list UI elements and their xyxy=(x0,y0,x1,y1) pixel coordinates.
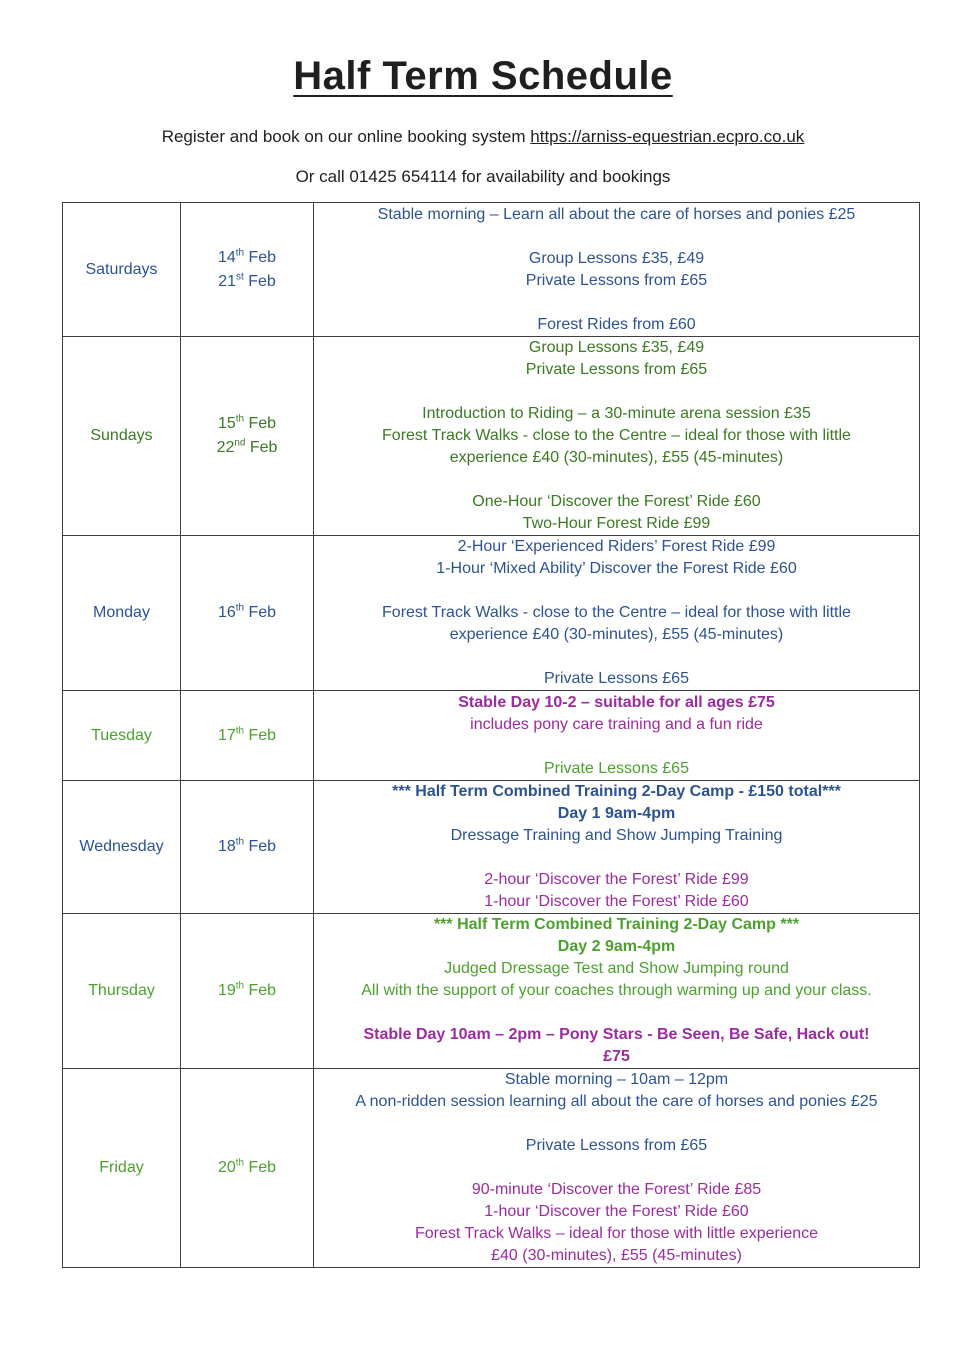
schedule-body xyxy=(63,203,920,1268)
schedule-row xyxy=(63,914,920,1069)
schedule-row xyxy=(63,1069,920,1268)
date-cell xyxy=(181,203,314,337)
ordinal-suffix: th xyxy=(235,836,245,848)
day-cell xyxy=(63,337,181,536)
day-cell xyxy=(63,914,181,1069)
day-cell xyxy=(63,1069,181,1268)
activity-line: 1-Hour ‘Mixed Ability’ Discover the Forest Ride £60 xyxy=(436,560,797,577)
ordinal-suffix: st xyxy=(236,271,244,283)
day-cell xyxy=(63,536,181,691)
ordinal-suffix: nd xyxy=(234,437,246,449)
activity-line: Private Lessons £65 xyxy=(544,759,689,777)
activity-line: Group Lessons £35, £49 xyxy=(528,339,705,356)
activities-cell xyxy=(314,1069,920,1268)
ordinal-suffix: th xyxy=(235,725,245,737)
activities-cell xyxy=(314,914,920,1069)
activity-line: includes pony care training and a fun ride xyxy=(470,715,763,733)
spacer-line xyxy=(318,1157,915,1179)
schedule-row xyxy=(63,203,920,337)
activity-line: *** Half Term Combined Training 2-Day Camp *** xyxy=(433,916,800,933)
activity-line: Forest Rides from £60 xyxy=(537,315,696,333)
schedule-row xyxy=(63,536,920,691)
spacer-line xyxy=(318,469,915,491)
activity-line: 1-hour ‘Discover the Forest’ Ride £60 xyxy=(484,893,749,910)
activity-line: Private Lessons £65 xyxy=(544,670,689,687)
date-label: 22nd Feb xyxy=(216,437,278,456)
day-cell xyxy=(63,691,181,781)
day-label: Wednesday xyxy=(79,838,164,855)
date-cell xyxy=(181,781,314,914)
activity-line: All with the support of your coaches through warming up and your class. xyxy=(361,982,872,999)
activity-line: Stable morning – Learn all about the care of horses and ponies £25 xyxy=(377,205,856,223)
spacer-line xyxy=(318,1002,915,1024)
activities-cell xyxy=(314,536,920,691)
ordinal-suffix: th xyxy=(235,980,245,992)
activity-line: experience £40 (30-minutes), £55 (45-minutes) xyxy=(449,626,784,643)
activity-line: Day 2 9am-4pm xyxy=(557,938,676,955)
ordinal-suffix: th xyxy=(235,413,245,425)
date-label: 16th Feb xyxy=(217,602,277,621)
activity-line: Stable Day 10-2 – suitable for all ages £75 xyxy=(458,693,775,711)
day-label: Tuesday xyxy=(91,726,152,744)
date-label: 18th Feb xyxy=(217,836,277,855)
date-cell xyxy=(181,1069,314,1268)
activity-line: 1-hour ‘Discover the Forest’ Ride £60 xyxy=(484,1203,749,1220)
date-label: 17th Feb xyxy=(217,725,277,744)
activity-line: £40 (30-minutes), £55 (45-minutes) xyxy=(491,1247,742,1264)
spacer-line xyxy=(318,381,915,403)
activity-line: Forest Track Walks – ideal for those with little experience xyxy=(414,1225,819,1242)
day-label: Sundays xyxy=(90,427,153,444)
spacer-line xyxy=(318,847,915,869)
spacer-line xyxy=(318,226,915,248)
activities-cell xyxy=(314,781,920,914)
date-label: 21st Feb xyxy=(218,271,276,290)
date-cell xyxy=(181,691,314,781)
activity-line: Two-Hour Forest Ride £99 xyxy=(522,515,711,532)
activity-line: experience £40 (30-minutes), £55 (45-minutes) xyxy=(449,449,784,466)
day-label: Thursday xyxy=(88,982,155,999)
activity-line: Dressage Training and Show Jumping Training xyxy=(450,827,783,844)
booking-info-text: Register and book on our online booking system xyxy=(161,127,531,146)
ordinal-suffix: th xyxy=(235,247,245,259)
date-label: 15th Feb xyxy=(217,413,277,432)
activity-line: Private Lessons from £65 xyxy=(525,361,708,378)
activity-line: Introduction to Riding – a 30-minute arena session £35 xyxy=(422,405,811,422)
page-title-text: Half Term Schedule xyxy=(293,54,673,98)
activities-cell xyxy=(314,691,920,781)
date-label: 14th Feb xyxy=(217,247,277,266)
activity-line: 2-hour ‘Discover the Forest’ Ride £99 xyxy=(484,871,749,888)
spacer-line xyxy=(318,1113,915,1135)
activity-line: 2-Hour ‘Experienced Riders’ Forest Ride £99 xyxy=(457,538,776,555)
phone-info-line: Or call 01425 654114 for availability and bookings xyxy=(295,167,671,186)
activity-line: Stable Day 10am – 2pm – Pony Stars - Be Seen, Be Safe, Hack out! xyxy=(363,1026,870,1043)
spacer-line xyxy=(318,646,915,668)
schedule-table xyxy=(62,202,920,1268)
booking-info-line xyxy=(0,127,966,147)
day-label: Friday xyxy=(99,1159,144,1176)
schedule-row xyxy=(63,337,920,536)
activity-line: Forest Track Walks - close to the Centre – ideal for those with little xyxy=(382,427,851,444)
ordinal-suffix: th xyxy=(235,602,245,614)
activity-line: *** Half Term Combined Training 2-Day Camp - £150 total*** xyxy=(392,783,841,800)
activity-line: 90-minute ‘Discover the Forest’ Ride £85 xyxy=(471,1181,762,1198)
schedule-row xyxy=(63,691,920,781)
activity-line: £75 xyxy=(603,1048,630,1065)
activity-line: Judged Dressage Test and Show Jumping round xyxy=(444,960,789,977)
date-label: 19th Feb xyxy=(217,980,277,999)
activities-cell xyxy=(314,203,920,337)
schedule-row xyxy=(63,781,920,914)
spacer-line xyxy=(318,736,915,758)
date-label: 20th Feb xyxy=(217,1157,277,1176)
date-cell xyxy=(181,536,314,691)
date-cell xyxy=(181,337,314,536)
day-label: Saturdays xyxy=(85,260,158,278)
ordinal-suffix: th xyxy=(235,1157,245,1169)
activity-line: Stable morning – 10am – 12pm xyxy=(504,1071,729,1088)
booking-url-link[interactable]: https://arniss-equestrian.ecpro.co.uk xyxy=(530,127,805,146)
activity-line: Day 1 9am-4pm xyxy=(557,805,676,822)
spacer-line xyxy=(318,580,915,602)
activity-line: One-Hour ‘Discover the Forest’ Ride £60 xyxy=(472,493,761,510)
page-title xyxy=(0,54,966,99)
activities-cell xyxy=(314,337,920,536)
day-cell xyxy=(63,781,181,914)
date-cell xyxy=(181,914,314,1069)
spacer-line xyxy=(318,292,915,314)
day-label: Monday xyxy=(93,604,150,621)
activity-line: Private Lessons from £65 xyxy=(525,271,708,289)
activity-line: Forest Track Walks - close to the Centre – ideal for those with little xyxy=(382,604,851,621)
activity-line: A non-ridden session learning all about the care of horses and ponies £25 xyxy=(355,1093,878,1110)
activity-line: Group Lessons £35, £49 xyxy=(528,249,705,267)
activity-line: Private Lessons from £65 xyxy=(525,1137,708,1154)
day-cell xyxy=(63,203,181,337)
